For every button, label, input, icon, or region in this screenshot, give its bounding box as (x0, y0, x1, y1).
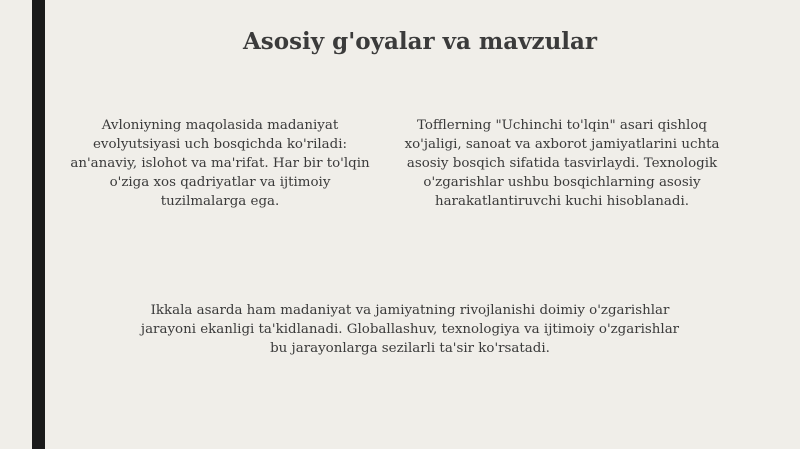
left-paragraph: Avloniyning maqolasida madaniyat evolyutsiyasi uch bosqichda ko'riladi: an'anaviy, islohot va ma'rifat. Har bir to'lqin o'ziga xos qadriyatlar va ijtimoiy tuzilmalarga ega. (70, 118, 370, 209)
right-paragraph: Tofflerning "Uchinchi to'lqin" asari qishloq xo'jaligi, sanoat va axborot jamiyatlarini uchta asosiy bosqich sifatida tasvirlaydi. Texnologik o'zgarishlar ushbu bosqichlarning asosiy harakatlantiruvchi kuchi hisoblanadi. (404, 118, 720, 209)
bottom-paragraph: Ikkala asarda ham madaniyat va jamiyatning rivojlanishi doimiy o'zgarishlar jarayoni ekanligi ta'kidlanadi. Globallashuv, texnologiya va ijtimoiy o'zgarishlar bu jarayonlarga sezilarli ta'sir ko'rsatadi. (140, 303, 680, 356)
decorative-side-bar (32, 0, 45, 449)
slide-title: Asosiy g'oyalar va mavzular (242, 28, 598, 55)
